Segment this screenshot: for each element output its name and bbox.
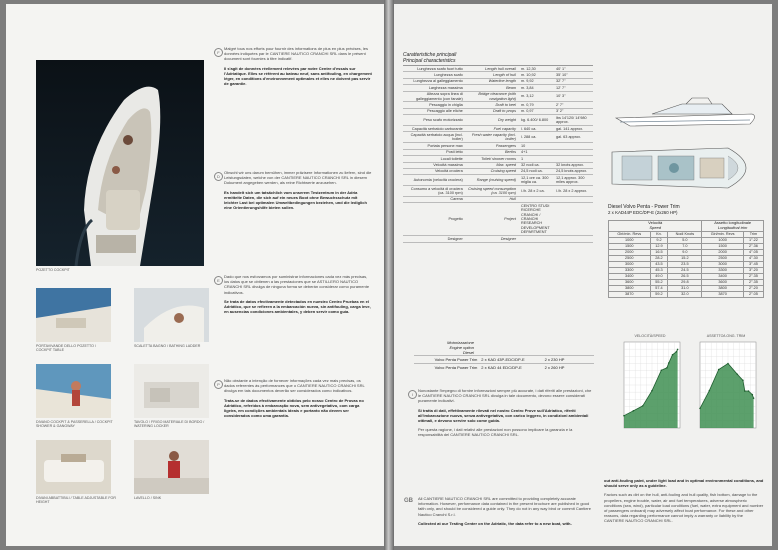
spec-cell-en: Cruising speed consumption (ca. 3100 rpm)	[464, 186, 517, 197]
spec-cell-it: Portata persone max	[403, 143, 464, 149]
chart-point	[672, 354, 674, 356]
perf-cell: 2°.35	[743, 280, 763, 286]
spec-cell-en: Draft to keel	[464, 102, 517, 108]
spec-cell-v2: 24,5 knots approx.	[555, 168, 593, 174]
caption-photo-6: LAVELLO / SINK	[134, 496, 162, 500]
perf-cell: 2500	[609, 256, 651, 262]
boat-deck-plan	[608, 144, 766, 192]
lang-flag-fr: F	[214, 48, 223, 57]
engine-label: Volvo Penta Power Trim	[434, 365, 478, 370]
spec-cell-it: Larghezza massima	[403, 85, 464, 91]
spec-row	[403, 91, 593, 102]
spec-cell-it: Locali toilette	[403, 156, 464, 162]
spec-cell-v1: l. 640 ca.	[517, 126, 555, 132]
spec-cell-it: Capacità serbatoio carburante	[403, 126, 464, 132]
note-en-4: Factors such as dirt on the hull, anti-fouling and hull quality, fish bottom, damage to the propellers, engine trouble, water, air and fuel temperatures, adverse atmospheric conditions (sea, wind), particular load conditions (fuel, water, extra equipment and number of passengers onboard) may adversely affect boat performance. For these and other reasons, data regarding performance cannot imply a warranty or liability by the CANTIERE NAUTICO CRANCHI SRL.	[604, 492, 764, 524]
engine-row	[414, 355, 594, 363]
note-it-3: Per questa ragione, i dati relativi alle prestazioni non possono implicare la garanzia e la responsabilità del CANTIERE NAUTICO CRANCHI SRL.	[418, 427, 573, 438]
chart-point	[753, 398, 755, 400]
photo-cockpit-table	[36, 288, 111, 342]
perf-cell: 9.0	[668, 250, 702, 256]
spec-cell-v1: m. 12,30	[517, 66, 555, 72]
spec-cell-en: Passengers	[464, 143, 517, 149]
text-spanish	[224, 274, 372, 318]
notes-italian	[418, 388, 594, 442]
engine-model: 2 x KAD 44 EDC/DP-E	[481, 365, 522, 370]
spec-cell-v2	[555, 236, 593, 242]
spec-header-it: Caratteristiche principali	[403, 52, 457, 58]
spec-cell-it: Progetto	[403, 203, 464, 236]
spec-cell-it: Peso scafo motorizzato	[403, 115, 464, 126]
spec-cell-v1: m. 9,92	[517, 78, 555, 84]
perf-cell: 55.2	[650, 280, 668, 286]
photo-cockpit-shower	[36, 364, 111, 418]
lang-flag-es: E	[214, 276, 223, 285]
perf-cell: 31.0	[668, 286, 702, 292]
caption-photo-5: DIVANI ABBATTIBILI / TABLE ADJUSTABLE FOR HEIGHT	[36, 496, 116, 505]
perf-cell: 3300	[609, 268, 651, 274]
lang-flag-it: I	[408, 390, 417, 399]
spec-row	[403, 236, 593, 242]
perf-cell: 3600	[609, 280, 651, 286]
spec-cell-en: Hull	[464, 196, 517, 202]
chart-point	[675, 351, 677, 353]
spec-cell-en: Dry weight	[464, 115, 517, 126]
speed-chart	[616, 334, 684, 444]
caption-main-photo: POZETTO COCKPIT	[36, 268, 70, 272]
perf-col-header: Nodi Knots	[668, 232, 702, 238]
chart-point	[623, 415, 625, 417]
spec-cell-v2: 12,1 approx. 300 miles approx.	[555, 175, 593, 186]
lang-flag-gb: GB	[404, 498, 413, 504]
spec-cell-en: Length hull overall	[464, 66, 517, 72]
perf-title-block	[608, 204, 768, 215]
spec-cell-v2: 2' 7"	[555, 102, 593, 108]
spec-cell-it: Altezza sopra linea di galleggiamento (con fanale)	[403, 91, 464, 102]
perf-cell: 3800	[702, 286, 744, 292]
spec-cell-v2: gal. 63 approx.	[555, 132, 593, 143]
spec-cell-it: Consumo a velocità di crociera (ca. 3100 rpm)	[403, 186, 464, 197]
perf-sub: 2 x KAD44P EDC/DP-E (2x260 HP)	[608, 210, 678, 215]
perf-cell: 3800	[609, 286, 651, 292]
perf-cell: 24.5	[668, 268, 702, 274]
spec-cell-it: Autonomia (velocità crociera)	[403, 175, 464, 186]
lang-flag-de: D	[214, 172, 223, 181]
spec-cell-en: Toilet/ shower rooms	[464, 156, 517, 162]
perf-cell: 1000	[609, 238, 651, 244]
notes-english-right	[604, 478, 764, 528]
perf-cell: 32.0	[668, 292, 702, 298]
perf-cell: 1500	[702, 244, 744, 250]
chart-point	[742, 380, 744, 382]
spec-cell-en: Waterline length	[464, 78, 517, 84]
spec-cell-it: Posti letto	[403, 149, 464, 155]
note-en-3: out anti-fouling paint, under light load and in optimal environmental conditions, and should serve only as a guideline.	[604, 478, 764, 489]
perf-cell: 3°.20	[743, 268, 763, 274]
spec-cell-v1: m. 3,12	[517, 91, 555, 102]
perf-cell: 3870	[702, 292, 744, 298]
perf-cell: 59.2	[650, 292, 668, 298]
chart-point	[699, 408, 701, 410]
engine-model: 2 x KAD 43P-EDC/DP-E	[481, 357, 525, 362]
caption-photo-4: TAVOLO / FRIGO MATERIALE DI BORDO / WATERING LOCKER	[134, 420, 205, 429]
spec-header	[403, 52, 593, 66]
chart-point	[666, 367, 668, 369]
perf-cell: 49.0	[650, 274, 668, 280]
note-it-1: Nonostante l'impegno di fornire informazioni sempre più accurate, i dati riferiti alle prestazioni, che le CANTIERE NAUTICO CRANCHI SRL divulga in tale documento, devono essere considerati puramente indicativi.	[418, 388, 592, 404]
chart-point	[718, 369, 720, 371]
perf-cell: 3400	[609, 274, 651, 280]
perf-cell: 3000	[609, 262, 651, 268]
chart-point	[751, 394, 753, 396]
spec-cell-v2: 32' 7"	[555, 78, 593, 84]
photo-watering-locker	[134, 364, 209, 418]
spec-cell-v1: 4+1	[517, 149, 555, 155]
spec-cell-v2: l./h. 28 x 2 approx.	[555, 186, 593, 197]
chart-point	[737, 374, 739, 376]
spec-cell-en: Cruising speed	[464, 168, 517, 174]
perf-cell: 3000	[702, 262, 744, 268]
boat-profile-drawing	[612, 94, 762, 130]
chart-point	[709, 390, 711, 392]
perf-cell: 4°.05	[743, 250, 763, 256]
perf-cell: 3600	[702, 280, 744, 286]
perf-cell: 29.8	[668, 280, 702, 286]
right-page	[394, 4, 772, 546]
spec-rows	[403, 66, 593, 243]
perf-cell: 1500	[609, 244, 651, 250]
perf-cell: 28.2	[650, 256, 668, 262]
spec-row	[403, 186, 593, 197]
spec-header-en: Principal characteristics	[403, 58, 456, 64]
spec-cell-v2	[555, 203, 593, 236]
spec-cell-en: Beam	[464, 85, 517, 91]
spec-cell-v1: 32 nodi ca.	[517, 162, 555, 168]
photo-bathing-ladder	[134, 288, 209, 342]
spec-row	[403, 132, 593, 143]
perf-cell: 57.4	[650, 286, 668, 292]
caption-photo-3: DIVANO COCKPIT & PASSERELLA / COCKPIT SHOWER & GANGWAY	[36, 420, 113, 429]
perf-cell: 2000	[702, 250, 744, 256]
spec-cell-v1: 1	[517, 156, 555, 162]
spec-cell-it: Designer	[403, 236, 464, 242]
spec-row	[403, 175, 593, 186]
spec-cell-v1: m. 3,84	[517, 85, 555, 91]
spec-cell-v1: CENTRO STUDI RICERCHE CRANCHI / CRANCHI RESEARCH DEVELOPMENT DEPARTMENT	[517, 203, 555, 236]
spec-cell-it: Velocità massima	[403, 162, 464, 168]
perf-table	[608, 220, 764, 298]
spec-cell-v2: gal. 141 approx.	[555, 126, 593, 132]
perf-title: Diesel Volvo Penta - Power Trim	[608, 204, 680, 210]
perf-cell: 2°.35	[743, 274, 763, 280]
chart-point	[651, 390, 653, 392]
spec-cell-en: Draft to props	[464, 108, 517, 114]
main-photo-boat-aerial	[36, 60, 204, 266]
perf-cell: 15.2	[668, 256, 702, 262]
spec-cell-en: Project	[464, 203, 517, 236]
spec-cell-v2: 32 knots approx.	[555, 162, 593, 168]
spec-cell-en: Max. speed	[464, 162, 517, 168]
perf-cell: 3870	[609, 292, 651, 298]
text-french-1: Malgré tous nos efforts pour fournir des informations de plus en plus précises, les données indiquées par le CANTIERE NAUTICO CRANCHI SRL dans le présent document sont fournies à titre indicatif.	[224, 46, 368, 62]
spec-cell-v1: m. 0,97	[517, 108, 555, 114]
caption-photo-1: PORTAVIVANDE DELLO POZETTO / COCKPIT TABLE	[36, 344, 96, 353]
trim-header: Assetto longitudinale Longitudinal trim	[702, 221, 764, 232]
perf-cell: 1°.22	[743, 238, 763, 244]
trim-chart	[692, 334, 760, 444]
notes-english	[418, 496, 594, 530]
spec-cell-v2: 40' 1"	[555, 66, 593, 72]
spec-cell-it: Pescaggio alle eliche	[403, 108, 464, 114]
spec-cell-en: Fresh water capacity (incl. boiler)	[464, 132, 517, 143]
note-en-1: All CANTIERE NAUTICO CRANCHI SRL are committed to providing completely accurate information. However, performance data contained in the present brochure are published in good faith only, and should be considered a guide only. They do not in any way bind or commit Cantiere Nautico Cranchi S.r.l.	[418, 496, 591, 517]
perf-cell: 7.0	[668, 244, 702, 250]
caption-photo-2: SCALETTA BAGNO / BATHING LADDER	[134, 344, 201, 348]
spec-cell-it: Pescaggio in chiglia	[403, 102, 464, 108]
engine-header-en: Engine option	[449, 345, 474, 350]
chart-point	[642, 405, 644, 407]
perf-cell: 9.2	[650, 238, 668, 244]
note-en-2: Collected at our Testing Center on the Adriatic, the data refer to a new boat, with-	[418, 520, 572, 526]
spec-cell-it: Velocità crociera	[403, 168, 464, 174]
perf-cell: 2°.05	[743, 292, 763, 298]
spec-row	[403, 203, 593, 236]
spec-cell-v2: 12' 7"	[555, 85, 593, 91]
text-french	[224, 46, 372, 90]
perf-col-header: Kn.	[650, 232, 668, 238]
spec-cell-v2: 35' 10"	[555, 72, 593, 78]
chart-point	[748, 391, 750, 393]
perf-col-header: Giri/min. Revs	[702, 232, 744, 238]
perf-cell: 45.3	[650, 268, 668, 274]
engine-power: 2 x 230 HP	[544, 357, 565, 362]
text-german-2: Es handelt sich um tatsächlich vom unserem Testzentrum in der Adria ermittelte Daten, die sich auf ein neues Boot ohne Bewuchsschutz mit leichter Last bei optimalen Umweltbedingungen beziehen, und die lediglich eine Orientierungshilfe bieten sollen.	[224, 189, 367, 211]
perf-row	[609, 292, 764, 298]
spec-cell-v1: m. 0,79	[517, 102, 555, 108]
engine-rows	[414, 355, 594, 371]
chart-point	[661, 370, 663, 372]
spec-table	[403, 52, 593, 243]
chart-point	[633, 410, 635, 412]
spec-cell-v2: 10' 3"	[555, 91, 593, 102]
speed-chart-svg	[616, 338, 684, 438]
spec-row	[403, 115, 593, 126]
perf-cell: 3300	[702, 268, 744, 274]
trim-chart-svg	[692, 338, 760, 438]
perf-cell: 2000	[609, 250, 651, 256]
perf-cell: 43.5	[650, 262, 668, 268]
perf-cell: 1000	[702, 238, 744, 244]
note-it-2: Si tratta di dati, effettivamente rilevati nel nostro Centro Prove sull'Adriatico, riferiti all'imbarcazione nuova, senza antivegetativa, con carico leggero, in condizioni ambientali ottimali, e devono servire solo come guida.	[418, 407, 589, 424]
perf-col-header: Trim	[743, 232, 763, 238]
engine-sub: Diesel	[462, 350, 474, 355]
engine-header	[414, 340, 474, 355]
perf-cell: 2500	[702, 256, 744, 262]
spec-cell-v2: lbs 14'120/ 14'980 approx.	[555, 115, 593, 126]
text-portuguese-2: Trata-se de dados efectivamente obtidos pelo nosso Centro de Provas no Adriático, referidos à embarcação nova, sem antivegetativo, com carga ligeira, em condições ambientais ideais e portanto não devem ser considerados como uma garantia.	[224, 397, 364, 419]
speed-header: Velocità Speed	[609, 221, 702, 232]
text-portuguese-1: Não obstante a intenção de fornecer informações cada vez mais precisas, os dados referentes às performances que o CANTIERE NAUTICO CRANCHI SRL divulga em tais documentos deverão ser considerados como indicativos.	[224, 378, 365, 394]
spec-cell-en: Designer	[464, 236, 517, 242]
text-spanish-2: Se trata de datos efectivamente detectados en nuestro Centro Pruebas en el Adriático, que se refieren a la embarcación nueva, sin antifouling, carga leve, en ausencias condiciones ambientales, y deben servir como guía.	[224, 298, 371, 315]
spec-cell-v2: 3' 2"	[555, 108, 593, 114]
spec-cell-it: Lunghezza scafo fuori tutto	[403, 66, 464, 72]
photo-sink	[134, 440, 209, 494]
spec-cell-it: Carena	[403, 196, 464, 202]
photo-adjustable-table	[36, 440, 111, 494]
lang-flag-pt: P	[214, 380, 223, 389]
text-german	[224, 170, 372, 214]
chart-point	[668, 362, 670, 364]
speed-chart-title: VELOCITÀ/SPEED	[634, 334, 666, 338]
spec-cell-v1: 10	[517, 143, 555, 149]
text-portuguese	[224, 378, 372, 422]
engine-row	[414, 363, 594, 371]
perf-cell: 3400	[702, 274, 744, 280]
trim-chart-title: ASSETTO/LONG. TRIM	[706, 334, 746, 338]
spec-cell-v1: l. 288 ca.	[517, 132, 555, 143]
perf-cell: 4°.30	[743, 256, 763, 262]
spec-cell-en: Fuel capacity	[464, 126, 517, 132]
perf-cell: 23.5	[668, 262, 702, 268]
spec-cell-en: Range (cruising speed)	[464, 175, 517, 186]
spec-cell-en: Bridge clearance (with navigation light)	[464, 91, 517, 102]
perf-cell: 26.5	[668, 274, 702, 280]
spec-cell-it: Capacità serbatoio acqua (incl. boiler)	[403, 132, 464, 143]
spec-cell-it: Lunghezza scafo	[403, 72, 464, 78]
spec-cell-v1: m. 10,92	[517, 72, 555, 78]
perf-col-header: Giri/min. Revs	[609, 232, 651, 238]
perf-cell: 3°.45	[743, 262, 763, 268]
text-german-1: Obwohl wir uns darum bemühen, immer präzisere Informationen zu liefern, sind die Leistungsdaten, welche von der CANTIERE NAUTICO CRANCHI SRL in diesem Dokument angegeben werden, als reine Richtwerte anzusehen.	[224, 170, 372, 186]
perf-cell: 5.0	[668, 238, 702, 244]
spec-cell-en: Berths	[464, 149, 517, 155]
spec-cell-v1: l./h. 28 x 2 ca.	[517, 186, 555, 197]
chart-point	[727, 363, 729, 365]
engine-header-it: Motorizzazione	[447, 340, 474, 345]
spec-cell-v1: 24,5 nodi ca.	[517, 168, 555, 174]
left-page	[6, 4, 384, 546]
perf-cell: 2°.20	[743, 286, 763, 292]
engine-power: 2 x 260 HP	[544, 365, 565, 370]
chart-point	[677, 349, 679, 351]
spec-cell-it: Lunghezza al galleggiamento	[403, 78, 464, 84]
text-spanish-1: Dado que nos esforzamos por suministrar informaciones cada vez más precisas, los datos que se obtienen a las prestaciones que se ASTILLERO NAUTICO CRANCHI SRL divulga de ninguna forma se deberán considerar como puramente indicativos.	[224, 274, 370, 295]
spec-cell-v1	[517, 236, 555, 242]
engine-section	[414, 340, 594, 371]
spec-cell-v1: kg. 6.400/ 6.800	[517, 115, 555, 126]
perf-cell: 2°.36	[743, 244, 763, 250]
engine-label: Volvo Penta Power Trim	[434, 357, 478, 362]
text-french-2: Il s'agit de données réellement relevées par notre Centre d'essais sur l'Adriatique. Elles se réfèrent au bateau neuf, sans antifouling, en chargement léger, en conditions d'environnement optimales et elles ne doivent pas servir de garantie.	[224, 65, 372, 87]
spec-cell-en: Length of hull	[464, 72, 517, 78]
perf-cell: 16.5	[650, 250, 668, 256]
chart-point	[744, 391, 746, 393]
spec-cell-v1: 12,1 ore ca. 300 miglia ca.	[517, 175, 555, 186]
perf-cell: 12.9	[650, 244, 668, 250]
binding-gutter	[384, 0, 394, 550]
